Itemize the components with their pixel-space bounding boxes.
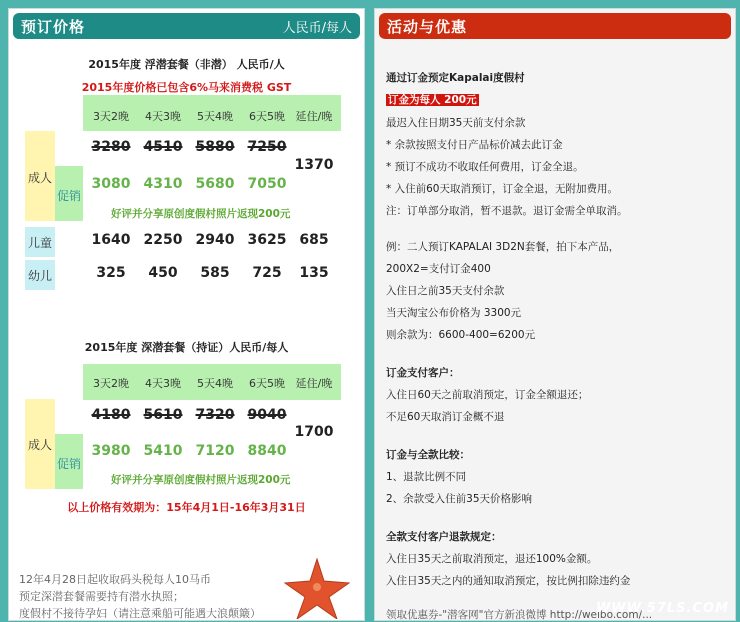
pkg1-child-3: 3625 bbox=[247, 232, 287, 248]
pkg1-header-1: 4天3晚 bbox=[145, 110, 181, 123]
s3-line1: 1、退款比例不同 bbox=[386, 471, 467, 483]
pkg1-promo-2: 5680 bbox=[195, 176, 235, 192]
promo-panel bbox=[374, 8, 736, 621]
pkg1-child-0: 1640 bbox=[91, 232, 131, 248]
pkg1-infant-label: 幼儿 bbox=[28, 269, 53, 283]
pkg2-header-4: 延住/晚 bbox=[295, 377, 333, 390]
pkg1-infant-3: 725 bbox=[252, 265, 282, 281]
pkg2-title: 2015年度 深潜套餐（持证）人民币/每人 bbox=[84, 341, 289, 354]
s1-bullet-2: * 预订不成功不收取任何费用，订金全退。 bbox=[386, 161, 584, 173]
s1-bullet-1: * 余款按照支付日产品标价减去此订金 bbox=[386, 139, 563, 151]
pkg2-adult-label: 成人 bbox=[28, 438, 53, 452]
pkg2-promo-3: 8840 bbox=[247, 443, 287, 459]
note-line-3: 度假村不接待孕妇（请注意乘船可能遇大浪颠簸） bbox=[19, 607, 261, 620]
s1-title: 通过订金预定Kapalai度假村 bbox=[386, 72, 525, 84]
pkg1-infant-4: 135 bbox=[299, 265, 329, 281]
pkg2-promo-0: 3980 bbox=[91, 443, 131, 459]
pkg2-promo-1: 5410 bbox=[143, 443, 183, 459]
s1-highlight: 订金为每人 200元 bbox=[388, 94, 477, 106]
pkg2-orig-3: 9040 bbox=[247, 407, 287, 423]
pkg2-orig-1: 5610 bbox=[143, 407, 183, 423]
watermark: WWW.57LS.COM bbox=[595, 601, 729, 616]
pkg1-child-4: 685 bbox=[299, 232, 329, 248]
pkg2-validity: 以上价格有效期为：15年4月1日-16年3月31日 bbox=[67, 501, 306, 514]
example-line-5: 则余款为：6600-400=6200元 bbox=[386, 329, 536, 341]
s1-bullet-4: 注：订单部分取消，暂不退款。退订金需全单取消。 bbox=[386, 205, 628, 217]
pkg1-infant-0: 325 bbox=[96, 265, 126, 281]
note-line-1: 12年4月28日起收取码头税每人10马币 bbox=[19, 573, 211, 586]
pkg1-subtitle: 2015年度价格已包含6%马来消费税 GST bbox=[81, 81, 292, 94]
s4-line2: 入住日35天之内的通知取消预定，按比例扣除违约金 bbox=[386, 575, 631, 587]
note-line-2: 预定深潜套餐需要持有潜水执照； bbox=[19, 590, 184, 603]
pkg2-header-0: 3天2晚 bbox=[93, 377, 129, 390]
promo-title: 活动与优惠 bbox=[387, 17, 468, 36]
pkg1-promo-label: 促销 bbox=[57, 189, 82, 203]
pkg1-orig-0: 3280 bbox=[91, 139, 131, 155]
example-line-2: 200X2=支付订金400 bbox=[386, 263, 491, 275]
pkg2-promo-2: 7120 bbox=[195, 443, 235, 459]
s1-bullet-3: * 入住前60天取消预订，订金全退，无附加费用。 bbox=[386, 183, 618, 195]
pkg2-orig-0: 4180 bbox=[91, 407, 131, 423]
pkg1-orig-2: 5880 bbox=[195, 139, 235, 155]
pkg1-orig-3: 7250 bbox=[247, 139, 287, 155]
pkg1-header-3: 6天5晚 bbox=[249, 110, 285, 123]
pkg1-child-label: 儿童 bbox=[28, 236, 53, 250]
pkg2-promo-note: 好评并分享原创度假村照片返现200元 bbox=[111, 474, 291, 486]
pkg1-promo-note: 好评并分享原创度假村照片返现200元 bbox=[111, 208, 291, 220]
pkg2-header-1: 4天3晚 bbox=[145, 377, 181, 390]
s2-line1: 入住日60天之前取消预定，订金全额退还； bbox=[386, 389, 589, 401]
pkg1-adult-label: 成人 bbox=[28, 171, 53, 185]
starfish-icon bbox=[277, 557, 357, 619]
pkg1-infant-2: 585 bbox=[200, 265, 230, 281]
s1-highlight-row bbox=[386, 92, 479, 107]
weibo-link[interactable]: 领取优惠券-"潜客网"官方新浪微博 http://weibo.com/... bbox=[386, 609, 653, 621]
s3-line2: 2、余款受入住前35天价格影响 bbox=[386, 493, 533, 505]
pkg1-promo-1: 4310 bbox=[143, 176, 183, 192]
pkg2-extend: 1700 bbox=[294, 424, 334, 440]
s2-title: 订金支付客户： bbox=[386, 367, 460, 379]
s1-line1: 最迟入住日期35天前支付余款 bbox=[386, 117, 526, 129]
pricing-panel bbox=[8, 8, 365, 621]
example-line-3: 入住日之前35天支付余款 bbox=[386, 285, 505, 297]
pkg1-extend: 1370 bbox=[294, 157, 334, 173]
pkg2-header-2: 5天4晚 bbox=[197, 377, 233, 390]
pkg1-promo-0: 3080 bbox=[91, 176, 131, 192]
s3-title: 订金与全款比较： bbox=[386, 449, 470, 461]
pkg1-child-2: 2940 bbox=[195, 232, 235, 248]
example-line-4: 当天淘宝公布价格为 3300元 bbox=[386, 307, 522, 319]
pkg1-header-2: 5天4晚 bbox=[197, 110, 233, 123]
pkg1-title: 2015年度 浮潜套餐（非潜） 人民币/人 bbox=[88, 58, 285, 71]
pricing-header bbox=[13, 13, 360, 39]
s4-line1: 入住日35天之前取消预定，退还100%金额。 bbox=[386, 553, 598, 565]
pkg1-header-0: 3天2晚 bbox=[93, 110, 129, 123]
pricing-unit: 人民币/每人 bbox=[282, 20, 352, 36]
pkg1-child-1: 2250 bbox=[143, 232, 183, 248]
pkg1-infant-1: 450 bbox=[148, 265, 178, 281]
example-line-1: 例：二人预订KAPALAI 3D2N套餐，拍下本产品， bbox=[386, 241, 620, 253]
pkg1-promo-3: 7050 bbox=[247, 176, 287, 192]
pricing-title: 预订价格 bbox=[21, 17, 86, 36]
pkg1-header-4: 延住/晚 bbox=[295, 110, 333, 123]
pkg2-header-3: 6天5晚 bbox=[249, 377, 285, 390]
promo-header bbox=[379, 13, 731, 39]
pkg2-orig-2: 7320 bbox=[195, 407, 235, 423]
pkg2-promo-label: 促销 bbox=[57, 457, 82, 471]
pkg1-orig-1: 4510 bbox=[143, 139, 183, 155]
s4-title: 全款支付客户退款规定： bbox=[386, 531, 502, 543]
s2-line2: 不足60天取消订金概不退 bbox=[386, 411, 505, 423]
